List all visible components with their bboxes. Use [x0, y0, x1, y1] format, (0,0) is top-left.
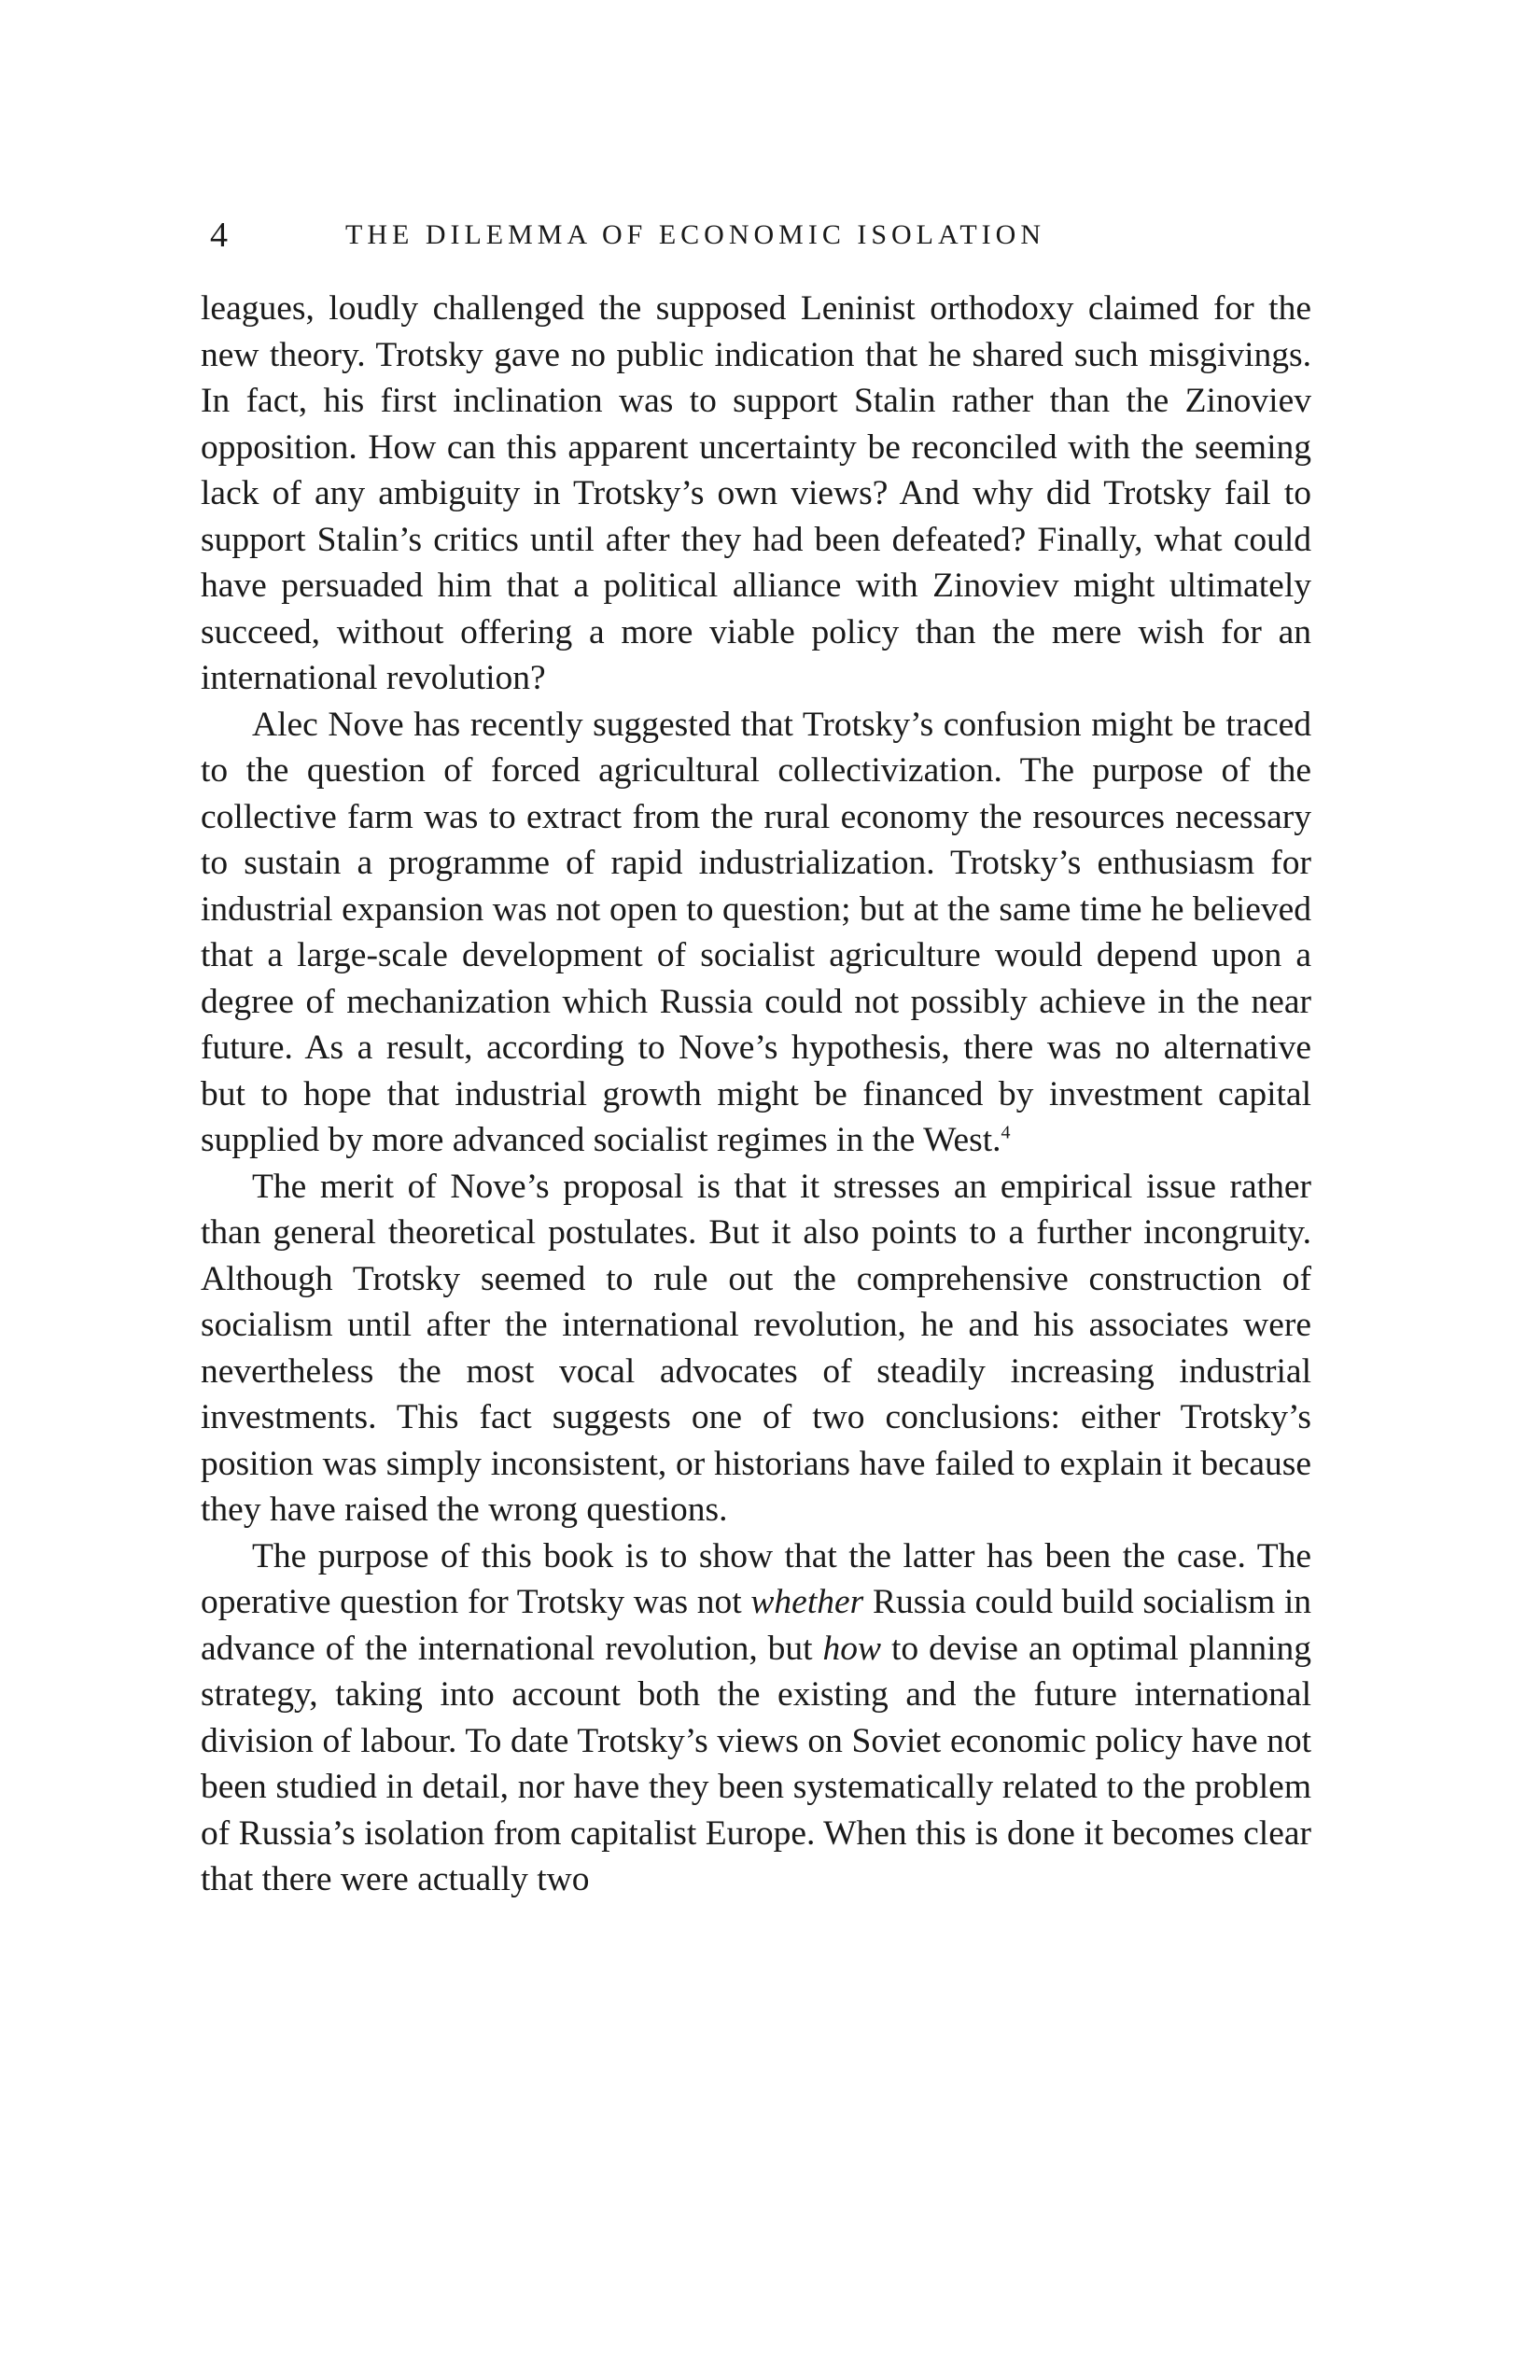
paragraph-continued: leagues, loudly challenged the supposed Leninist orthodoxy claimed for the new theory. Trotsky gave no public indication that he shared such misgivings. In fact, his first inclination was to support Stalin rather than the Zinoviev opposition. How can this apparent uncertainty be reconciled with the seeming lack of any ambiguity in Trotsky’s own views? And why did Trotsky fail to support Stalin’s critics until after they had been defeated? Finally, what could have persuaded him that a political alliance with Zinoviev might ultimately succeed, without offering a more viable policy than the mere wish for an international revolution?	[201, 289, 1311, 697]
running-head	[201, 207, 1311, 263]
emphasis-how: how	[822, 1629, 882, 1668]
footnote-marker: 4	[1001, 1122, 1011, 1143]
paragraph-text: Alec Nove has recently suggested that Trotsky’s confusion might be traced to the question of forced agricultural collectivization. The purpose of the collective farm was to extract from the rural economy the resources necessary to sustain a programme of rapid industrialization. Trotsky’s enthusiasm for industrial expansion was not open to question; but at the same time he believed that a large-scale development of socialist agriculture would depend upon a degree of mechanization which Russia could not possibly achieve in the near future. As a result, according to Nove’s hypothesis, there was no alternative but to hope that industrial growth might be financed by investment capital supplied by more advanced socialist regimes in the West.	[201, 705, 1311, 1159]
body-text	[201, 286, 1311, 1903]
paragraph-text: to devise an optimal planning strategy, taking into account both the existing and the future international division of labour. To date Trotsky’s views on Soviet economic policy have not been studied in detail, nor have they been systematically related to the problem of Russia’s isolation from capitalist Europe. When this is done it becomes clear that there were actually two	[201, 1629, 1311, 1898]
paragraph-text: The purpose of this book is to show that the latter has been the case. The operative question for Trotsky was not	[201, 1536, 1311, 1621]
paragraph-purpose	[201, 1533, 1311, 1903]
paragraph-nove-suggestion	[201, 702, 1311, 1164]
emphasis-whether: whether	[750, 1583, 864, 1621]
book-page	[201, 207, 1311, 1903]
running-head-title: THE DILEMMA OF ECONOMIC ISOLATION	[345, 219, 1045, 250]
paragraph-merit: The merit of Nove’s proposal is that it stresses an empirical issue rather than general theoretical postulates. But it also points to a further incongruity. Although Trotsky seemed to rule out the comprehensive construction of socialism until after the international revolution, he and his associates were nevertheless the most vocal advocates of steadily increasing industrial investments. This fact suggests one of two conclusions: either Trotsky’s position was simply inconsistent, or historians have failed to explain it because they have raised the wrong questions.	[201, 1167, 1311, 1529]
page-number: 4	[210, 216, 228, 255]
paragraph-text: Russia could build socialism in advance of the international revolution, but	[201, 1583, 1311, 1668]
